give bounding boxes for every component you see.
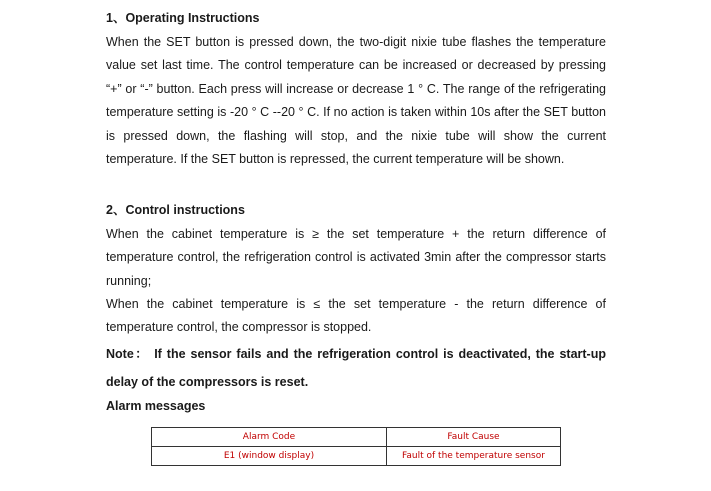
- section2-para2: When the cabinet temperature is ≤ the set temperature - the return difference of temperature control, the compressor is stopped.: [106, 297, 606, 335]
- alarm-code-cell: E1 (window display): [152, 447, 387, 466]
- alarm-table: [151, 427, 561, 466]
- section1-title: 1、Operating Instructions: [106, 11, 260, 25]
- alarm-code-header: Alarm Code: [152, 428, 387, 447]
- note-paragraph: Note： If the sensor fails and the refrigeration control is deactivated, the start-up delay of the compressors is reset.: [106, 347, 606, 389]
- table-row: [152, 447, 561, 466]
- alarm-title: Alarm messages: [106, 399, 206, 413]
- section2-title: 2、Control instructions: [106, 203, 245, 217]
- section1-body: When the SET button is pressed down, the two-digit nixie tube flashes the temperature value set last time. The control temperature can be increased or decreased by pressing “+” or “-” button. Each press will increase or decrease 1 ° C. The range of the refrigerating temperature setting is -20 ° C --20 ° C. If no action is taken within 10s after the SET button is pressed down, the flashing will stop, and the nixie tube will show the current temperature. If the SET button is repressed, the current temperature will be shown.: [106, 35, 606, 167]
- section2-para1: When the cabinet temperature is ≥ the set temperature + the return difference of temperature control, the refrigeration control is activated 3min after the compressor starts running;: [106, 227, 606, 288]
- fault-cause-header: Fault Cause: [387, 428, 561, 447]
- alarm-table-header: [152, 428, 561, 447]
- fault-cause-cell: Fault of the temperature sensor: [387, 447, 561, 466]
